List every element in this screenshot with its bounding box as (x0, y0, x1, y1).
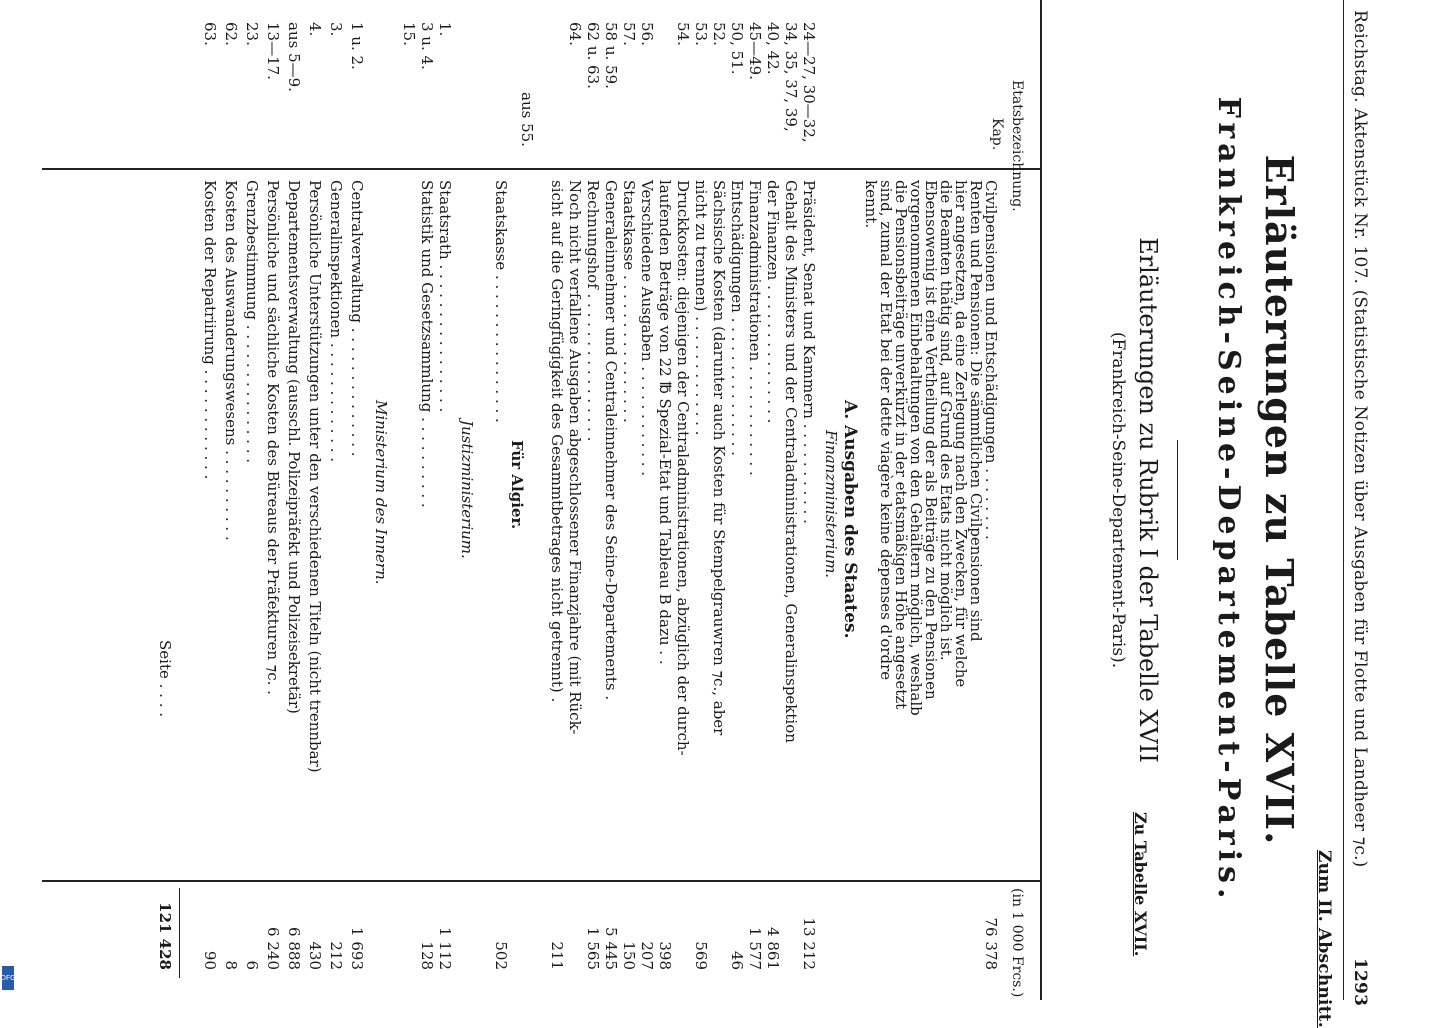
seite-label: Seite . . . . (156, 640, 174, 717)
rubrik-paren: (Frankreich-Seine-Departement-Paris). (1108, 331, 1128, 669)
row-text: Staatskasse . . . . . . . . . . . . . . . . (620, 180, 638, 423)
row-amount: 430 (306, 941, 324, 970)
kap-cell: 24—27, 30—32, (800, 22, 818, 143)
kap-cell: 50, 51. (728, 22, 746, 75)
row-amount: 8 (222, 960, 240, 970)
kap-cell: 15. (400, 22, 418, 46)
algier-text: Staatskasse . . . . . . . . . . . . . . . . (492, 180, 510, 423)
kap-cell: 52. (710, 22, 728, 46)
row-amount: 4 861 (764, 927, 782, 970)
row-text: Grenzbestimmung . . . . . . . . . . . . . . . (243, 180, 261, 464)
page-subtitle: Frankreich-Seine-Departement-Paris. (1211, 96, 1246, 904)
kap-cell: 1 u. 2. (348, 22, 366, 70)
algier-title: Für Algier. (508, 440, 526, 530)
finanz-title: Finanzministerium. (822, 430, 840, 579)
row-amount: 6 (243, 960, 261, 970)
row-text: Sächsische Kosten (darunter auch Kosten für Stempelgrauwren ⁊c., aber (710, 180, 728, 736)
row-text: Ebensowenig ist eine Vertheilung der als Beiträge zu den Pensionen (922, 180, 940, 700)
row-text: der Finanzen . . . . . . . . . . . . . . . (764, 180, 782, 424)
kap-cell: 64. (566, 22, 584, 46)
row-amount: 5 445 (602, 927, 620, 970)
row-text: laufenden Beträge von 22 ℔ Spezial-Etat und Tableau B dazu . . (656, 180, 674, 665)
amount-column-rule (42, 880, 1042, 882)
kap-cell: 57. (620, 22, 638, 46)
side-reference: Zu Tabelle XVII. (1131, 812, 1150, 957)
row-text: Renten und Pensionen: Die sämmtlichen Civilpensionen sind (967, 180, 985, 642)
row-text: sind, zumal der Etat bei der dette viagère keine dépenses d'ordre (877, 180, 895, 681)
kap-column-rule (42, 168, 1042, 170)
row-amount: 76 378 (982, 917, 1000, 970)
amount-header: (in 1 000 Frcs.) (1009, 888, 1025, 998)
row-text: die Pensionsbeiträge unverkürzt in der etatsmäßigen Höhe angesetzt (892, 180, 910, 710)
kap-cell: 4. (306, 22, 324, 37)
row-amount: 6 240 (264, 927, 282, 970)
kap-cell: 23. (243, 22, 261, 46)
section-label: Zum II. Abschnitt. (1314, 850, 1334, 1028)
kap-cell: 62 u. 63. (584, 22, 602, 89)
row-text: Departementsverwaltung (ausschl. Polizeipräfekt und Polizeisekretär) (285, 180, 303, 714)
row-amount: 1 565 (584, 927, 602, 970)
row-amount: 13 212 (800, 917, 818, 970)
row-text: Kosten der Repatriirung . . . . . . . . . . . . (201, 180, 219, 480)
title-divider (1177, 440, 1178, 560)
row-text: hier angesetzen, da eine Zerlegung nach den Zwecken, für welche (952, 180, 970, 688)
row-text: nicht zu trennen) . . . . . . . . . . . . . (692, 180, 710, 436)
kap-cell: 62. (222, 22, 240, 46)
row-text: die Beamten thätig sind, auf Grund des Etats nicht möglich ist. (937, 180, 955, 661)
row-amount: 46 (728, 950, 746, 970)
row-amount: 211 (548, 941, 566, 970)
kap-cell: 13—17. (264, 22, 282, 80)
kap-cell: 58 u. 59. (602, 22, 620, 89)
row-text: Centralverwaltung . . . . . . . . . . . . . . (348, 180, 366, 457)
row-amount: 128 (418, 941, 436, 970)
row-text: Präsident, Senat und Kammern . . . . . . . . . . . (800, 180, 818, 524)
kap-cell: 3 u. 4. (418, 22, 436, 70)
kap-cell: 56. (638, 22, 656, 46)
row-text: Noch nicht verfallene Ausgaben abgeschlossener Finanzjahre (mit Rück- (566, 180, 584, 735)
row-text: Rechnungshof . . . . . . . . . . . . . . . . (584, 180, 602, 442)
row-amount: 1 112 (436, 927, 454, 970)
row-text: Staatsrath . . . . . . . . . . . . . . . . (436, 180, 454, 413)
row-amount: 150 (620, 941, 638, 970)
table-top-rule (1040, 0, 1042, 1000)
algier-kap: aus 55. (518, 92, 536, 147)
row-text: Statistik und Gesetzsammlung . . . . . . . . . . (418, 180, 436, 508)
row-amount: 212 (327, 941, 345, 970)
row-amount: 1 693 (348, 927, 366, 970)
row-text: Entschädigungen . . . . . . . . . . . . . . . (728, 180, 746, 456)
row-text: Civilpensionen und Entschädigungen . . . . . . . . (982, 180, 1000, 540)
page-number: 1293 (1350, 958, 1370, 1007)
row-text: Druckkosten: diejenigen der Centraladministrationen, abzüglich der durch- (674, 180, 692, 756)
kap-cell: 53. (692, 22, 710, 46)
row-text: Gehalt des Ministers und der Centraladministrationen, Generalinspektion (782, 180, 800, 743)
kap-cell: 54. (674, 22, 692, 46)
kap-header-sub: Kap. (989, 118, 1005, 151)
row-text: sicht auf die Geringfügigkeit des Gesammtbetrages nicht getrennt) . (548, 180, 566, 703)
row-text: Persönliche Unterstützungen unter den verschiedenen Titeln (nicht trennbar) (306, 180, 324, 773)
row-amount: 569 (692, 941, 710, 970)
row-text: Kosten des Auswanderungswesens . . . . . . . . . . (222, 180, 240, 541)
kap-cell: 3. (327, 22, 345, 37)
kap-cell: aus 5—9. (285, 22, 303, 92)
row-text: Verschiedene Ausgaben . . . . . . . . . . . . (638, 180, 656, 477)
sum-rule (179, 888, 180, 978)
row-amount: 1 577 (746, 927, 764, 970)
row-text: vorgenommenen Einbehaltungen von den Gehältern möglich, weshalb (907, 180, 925, 716)
row-text: Generalinspektionen . . . . . . . . . . . . . (327, 180, 345, 463)
total-amount: 121 428 (156, 902, 174, 970)
kap-cell: 34, 35, 37, 39, (782, 22, 800, 132)
rubrik-title: Erläuterungen zu Rubrik I der Tabelle XVII (1134, 237, 1162, 763)
page-title: Erläuterungen zu Tabelle XVII. (1257, 154, 1302, 846)
kap-header: Etatsbezeichnung. (1009, 80, 1025, 212)
row-amount: 90 (201, 950, 219, 970)
header-rule (1343, 0, 1344, 1000)
innern-title: Ministerium des Innern. (372, 400, 390, 585)
running-header: Reichstag. Aktenstück Nr. 107. (Statistische Notizen über Ausgaben für Flotte und Landheer ⁊c.) (1350, 10, 1370, 868)
row-text: Finanzadministrationen . . . . . . . . . . . . (746, 180, 764, 476)
row-text: kennt. (862, 180, 880, 229)
row-amount: 6 888 (285, 927, 303, 970)
algier-amount: 502 (492, 941, 510, 970)
kap-cell: 1. (436, 22, 454, 37)
row-text: Generaleinnehmer und Centraleinnehmer des Seine-Departements . (602, 180, 620, 701)
kap-cell: 40, 42. (764, 22, 782, 75)
justiz-title: Justizministerium. (458, 420, 476, 559)
row-amount: 398 (656, 941, 674, 970)
row-amount: 207 (638, 941, 656, 970)
section-a-title: A. Ausgaben des Staates. (840, 400, 860, 639)
row-text: Persönliche und sächliche Kosten des Büreaus der Präfekturen ⁊c. . (264, 180, 282, 695)
kap-cell: 63. (201, 22, 219, 46)
kap-cell: 45—49. (746, 22, 764, 80)
dfg-logo: DFG (2, 966, 14, 990)
